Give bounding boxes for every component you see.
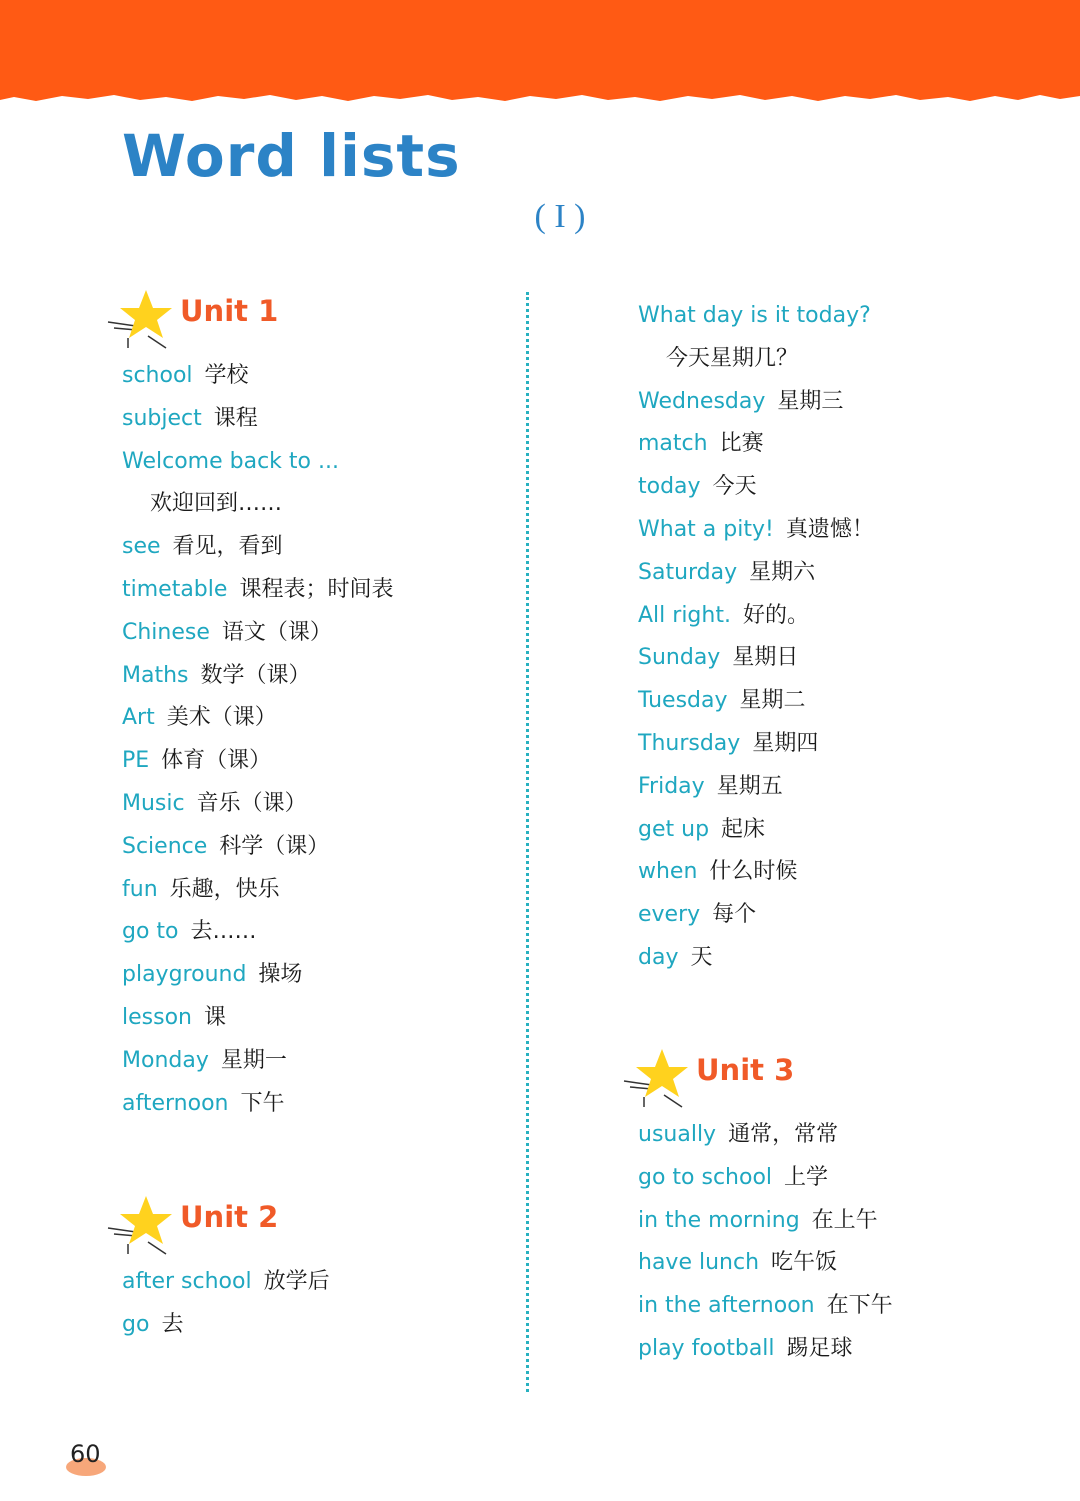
column-divider	[526, 292, 529, 1392]
unit-label: Unit 1	[180, 294, 279, 328]
chinese-meaning: 星期二	[739, 688, 806, 714]
chinese-meaning: 操场	[258, 962, 303, 988]
list-item	[638, 1200, 893, 1243]
list-item	[122, 569, 393, 612]
chinese-meaning: 去	[161, 1311, 184, 1337]
list-item	[122, 398, 393, 441]
chinese-meaning: 放学后	[263, 1269, 330, 1294]
unit-label: Unit 2	[180, 1200, 279, 1234]
english-word: when	[638, 859, 698, 885]
english-word: every	[638, 902, 701, 928]
list-item	[122, 483, 393, 526]
chinese-meaning: 去……	[190, 919, 257, 945]
chinese-meaning: 科学（课）	[219, 833, 330, 859]
chinese-meaning: 今天	[712, 474, 757, 500]
english-word: Wednesday	[638, 388, 766, 414]
english-word: go to school	[638, 1164, 773, 1190]
chinese-meaning: 下午	[240, 1090, 285, 1116]
chinese-meaning: 天	[690, 944, 713, 970]
star-icon	[622, 1047, 694, 1111]
page-number	[66, 1440, 110, 1480]
list-item	[638, 937, 883, 980]
list-item	[122, 655, 393, 698]
english-word: All right.	[638, 602, 731, 628]
list-item	[638, 637, 883, 680]
chinese-meaning: 数学（课）	[200, 662, 311, 688]
chinese-meaning: 体育（课）	[161, 748, 272, 774]
chinese-meaning: 美术（课）	[166, 705, 277, 731]
list-item	[122, 1083, 393, 1126]
list-item	[638, 509, 883, 552]
list-item	[638, 338, 883, 381]
chinese-meaning: 课程表；时间表	[239, 576, 394, 602]
list-item	[638, 723, 883, 766]
english-word: Science	[122, 833, 208, 859]
english-word: What a pity!	[638, 516, 774, 542]
chinese-meaning: 好的。	[742, 602, 809, 628]
chinese-meaning: 星期一	[220, 1047, 287, 1073]
list-item	[122, 1040, 393, 1083]
chinese-meaning: 每个	[712, 902, 757, 928]
english-word: Friday	[638, 773, 705, 799]
english-word: playground	[122, 962, 247, 988]
list-item	[122, 1261, 330, 1304]
list-item	[122, 997, 393, 1040]
chinese-meaning: 吃午饭	[771, 1250, 838, 1276]
english-word: after school	[122, 1269, 252, 1294]
list-item	[638, 1114, 893, 1157]
chinese-meaning: 星期日	[732, 645, 799, 671]
list-item	[122, 740, 393, 783]
english-word: fun	[122, 876, 158, 902]
english-word: lesson	[122, 1004, 192, 1030]
english-word: Sunday	[638, 645, 721, 671]
chinese-meaning: 比赛	[719, 431, 764, 457]
english-word: PE	[122, 748, 150, 774]
section-number: ( I )	[534, 198, 586, 235]
unit-1-word-list	[122, 355, 393, 1125]
list-item	[638, 894, 883, 937]
english-word: have lunch	[638, 1250, 760, 1276]
chinese-meaning: 乐趣，快乐	[169, 876, 280, 902]
english-word: Tuesday	[638, 688, 728, 714]
list-item	[122, 826, 393, 869]
list-item	[122, 954, 393, 997]
english-word: Welcome back to ...	[122, 448, 339, 474]
chinese-meaning: 课程	[213, 405, 258, 431]
list-item	[638, 680, 883, 723]
chinese-meaning: 起床	[721, 816, 766, 842]
list-item	[122, 1304, 330, 1347]
list-item	[638, 1285, 893, 1328]
english-word: Monday	[122, 1047, 209, 1073]
list-item	[122, 783, 393, 826]
chinese-meaning: 看见，看到	[172, 534, 283, 560]
chinese-meaning: 上学	[784, 1164, 829, 1190]
english-word: usually	[638, 1122, 717, 1147]
english-word: today	[638, 474, 701, 500]
list-item	[638, 595, 883, 638]
list-item	[638, 381, 883, 424]
page-title: Word lists	[122, 122, 461, 190]
chinese-meaning: 星期四	[752, 730, 819, 756]
top-banner	[0, 0, 1080, 110]
english-word: What day is it today?	[638, 303, 871, 328]
list-item	[122, 911, 393, 954]
english-word: match	[638, 431, 708, 457]
list-item	[638, 851, 883, 894]
star-icon	[106, 1194, 178, 1258]
list-item	[638, 466, 883, 509]
english-word: in the morning	[638, 1207, 800, 1233]
list-item	[638, 1328, 893, 1371]
list-item	[122, 526, 393, 569]
english-word: Saturday	[638, 559, 738, 585]
page-number-text: 60	[70, 1440, 101, 1468]
unit-2-word-list-left	[122, 1261, 330, 1347]
list-item	[122, 869, 393, 912]
english-word: Chinese	[122, 619, 210, 645]
english-word: Maths	[122, 662, 189, 688]
english-word: go	[122, 1311, 150, 1337]
chinese-meaning: 真遗憾！	[785, 516, 874, 542]
english-word: afternoon	[122, 1090, 229, 1116]
chinese-meaning: 星期三	[777, 388, 844, 414]
list-item	[638, 1242, 893, 1285]
chinese-meaning: 课	[203, 1004, 226, 1030]
english-word: timetable	[122, 576, 228, 602]
english-word: see	[122, 534, 161, 560]
english-word: Art	[122, 705, 155, 731]
unit-label: Unit 3	[696, 1053, 795, 1087]
chinese-meaning: 踢足球	[786, 1335, 853, 1361]
chinese-meaning: 什么时候	[709, 859, 798, 885]
chinese-meaning: 今天星期几？	[666, 345, 799, 371]
english-word: Music	[122, 790, 185, 816]
list-item	[638, 423, 883, 466]
unit-3-word-list	[638, 1114, 893, 1371]
chinese-meaning: 欢迎回到……	[150, 491, 283, 517]
english-word: Thursday	[638, 730, 741, 756]
list-item	[638, 1157, 893, 1200]
chinese-meaning: 星期六	[749, 559, 816, 585]
english-word: subject	[122, 405, 202, 431]
list-item	[638, 552, 883, 595]
list-item	[122, 612, 393, 655]
list-item	[122, 697, 393, 740]
chinese-meaning: 学校	[204, 363, 249, 388]
star-icon	[106, 288, 178, 352]
english-word: in the afternoon	[638, 1293, 815, 1319]
unit-2-word-list-right	[638, 295, 883, 980]
list-item	[638, 809, 883, 852]
chinese-meaning: 通常，常常	[728, 1122, 839, 1147]
english-word: go to	[122, 919, 179, 945]
english-word: play football	[638, 1335, 775, 1361]
list-item	[638, 766, 883, 809]
chinese-meaning: 在下午	[826, 1293, 893, 1319]
chinese-meaning: 在上午	[811, 1207, 878, 1233]
list-item	[122, 355, 393, 398]
list-item	[122, 441, 393, 484]
english-word: get up	[638, 816, 710, 842]
chinese-meaning: 星期五	[716, 773, 783, 799]
chinese-meaning: 语文（课）	[221, 619, 332, 645]
list-item	[638, 295, 883, 338]
chinese-meaning: 音乐（课）	[196, 790, 307, 816]
english-word: school	[122, 363, 193, 388]
english-word: day	[638, 944, 679, 970]
